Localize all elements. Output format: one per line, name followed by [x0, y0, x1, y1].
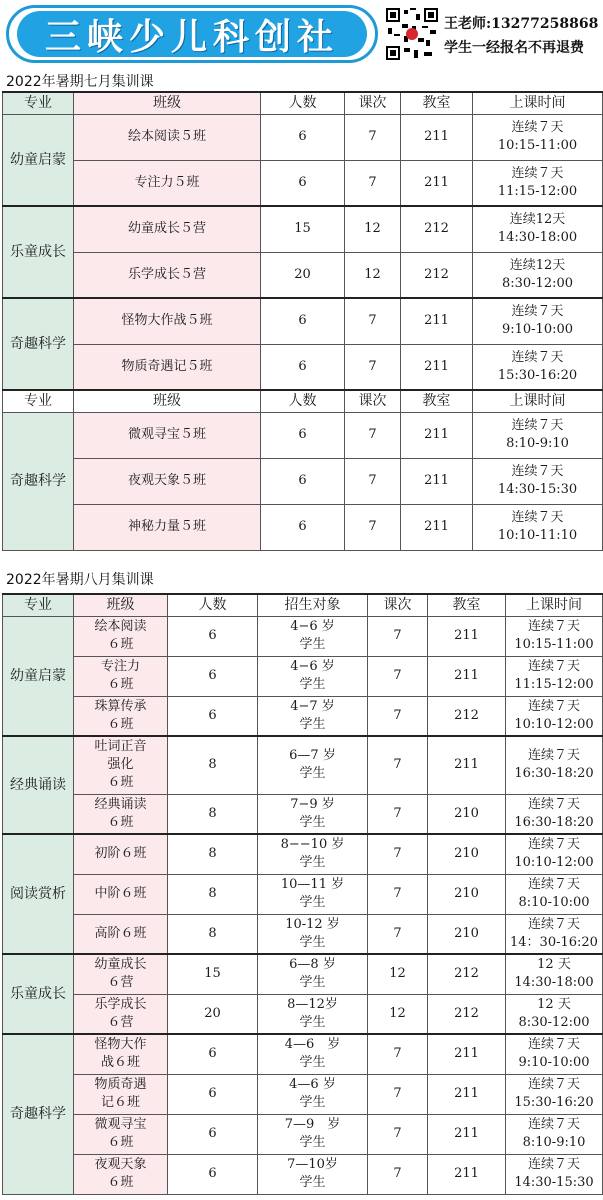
table-row — [3, 994, 603, 1034]
header-time: 上课时间 — [473, 92, 603, 114]
room-cell: 211 — [401, 298, 473, 344]
time-cell: 连续７天 16:30-18:20 — [506, 736, 603, 794]
header-room: 教室 — [401, 390, 473, 412]
contact-teacher: 王老师:13277258868 — [444, 16, 599, 32]
major-cell: 幼童启蒙 — [3, 114, 74, 206]
class-cell: 珠算传承 ６班 — [74, 696, 168, 736]
count-cell: 15 — [261, 206, 345, 252]
count-cell: 6 — [261, 504, 345, 550]
room-cell: 211 — [401, 504, 473, 550]
count-cell: 6 — [168, 656, 258, 696]
july-section-title: 2022年暑期七月集训课 — [6, 74, 154, 90]
header-room: 教室 — [428, 594, 506, 616]
lessons-cell: 7 — [368, 1034, 428, 1074]
table-row — [3, 1034, 603, 1074]
class-cell: 幼童成长５营 — [74, 206, 261, 252]
table-row — [3, 458, 603, 504]
count-cell: 6 — [261, 412, 345, 458]
room-cell: 211 — [428, 616, 506, 656]
target-cell: 10—11 岁 学生 — [258, 874, 368, 914]
count-cell: 8 — [168, 874, 258, 914]
room-cell: 211 — [428, 1114, 506, 1154]
major-cell: 奇趣科学 — [3, 1034, 74, 1194]
page-header — [0, 0, 603, 68]
count-cell: 6 — [168, 1074, 258, 1114]
class-cell: 专注力５班 — [74, 160, 261, 206]
time-cell: 连续12天 14:30-18:00 — [473, 206, 603, 252]
lessons-cell: 7 — [368, 656, 428, 696]
time-cell: 连续７天 10:10-11:10 — [473, 504, 603, 550]
count-cell: 15 — [168, 954, 258, 994]
header-class: 班级 — [74, 92, 261, 114]
count-cell: 8 — [168, 736, 258, 794]
class-cell: 夜观天象５班 — [74, 458, 261, 504]
lessons-cell: 7 — [345, 298, 401, 344]
lessons-cell: 7 — [345, 114, 401, 160]
table-row — [3, 160, 603, 206]
class-cell: 乐学成长 ６营 — [74, 994, 168, 1034]
class-cell: 夜观天象 ６班 — [74, 1154, 168, 1194]
lessons-cell: 12 — [345, 252, 401, 298]
class-cell: 幼童成长 ６营 — [74, 954, 168, 994]
time-cell: 12 天 14:30-18:00 — [506, 954, 603, 994]
table-row — [3, 874, 603, 914]
class-cell: 微观寻宝 ６班 — [74, 1114, 168, 1154]
time-cell: 连续７天 15:30-16:20 — [473, 344, 603, 390]
table-row — [3, 412, 603, 458]
header-major: 专业 — [3, 594, 74, 616]
table-row — [3, 954, 603, 994]
time-cell: 连续７天 9:10-10:00 — [473, 298, 603, 344]
count-cell: 6 — [261, 458, 345, 504]
room-cell: 211 — [401, 114, 473, 160]
target-cell: 4—6 岁 学生 — [258, 1034, 368, 1074]
header-room: 教室 — [401, 92, 473, 114]
header-lessons: 课次 — [345, 390, 401, 412]
room-cell: 211 — [428, 736, 506, 794]
header-class: 班级 — [74, 390, 261, 412]
count-cell: 8 — [168, 914, 258, 954]
target-cell: 7−9 岁 学生 — [258, 794, 368, 834]
lessons-cell: 7 — [368, 874, 428, 914]
count-cell: 20 — [168, 994, 258, 1034]
room-cell: 212 — [428, 954, 506, 994]
contact-note: 学生一经报名不再退费 — [444, 40, 584, 56]
target-cell: 4−6 岁 学生 — [258, 656, 368, 696]
time-cell: 连续７天 8:10-10:00 — [506, 874, 603, 914]
time-cell: 连续７天 14:30-15:30 — [506, 1154, 603, 1194]
count-cell: 6 — [261, 160, 345, 206]
lessons-cell: 7 — [368, 914, 428, 954]
header-target: 招生对象 — [258, 594, 368, 616]
class-cell: 物质奇遇 记６班 — [74, 1074, 168, 1114]
lessons-cell: 7 — [368, 1154, 428, 1194]
time-cell: 连续７天 14:30-15:30 — [473, 458, 603, 504]
class-cell: 绘本阅读 ６班 — [74, 616, 168, 656]
class-cell: 怪物大作 战６班 — [74, 1034, 168, 1074]
class-cell: 神秘力量５班 — [74, 504, 261, 550]
table-row — [3, 616, 603, 656]
lessons-cell: 7 — [368, 616, 428, 656]
lessons-cell: 7 — [345, 160, 401, 206]
room-cell: 212 — [401, 206, 473, 252]
room-cell: 210 — [428, 874, 506, 914]
table-row — [3, 696, 603, 736]
table-row — [3, 504, 603, 550]
major-cell: 乐童成长 — [3, 206, 74, 298]
class-cell: 初阶６班 — [74, 834, 168, 874]
room-cell: 210 — [428, 834, 506, 874]
count-cell: 6 — [168, 696, 258, 736]
time-cell: 连续７天 11:15-12:00 — [506, 656, 603, 696]
table-row — [3, 298, 603, 344]
target-cell: 8−−10 岁 学生 — [258, 834, 368, 874]
lessons-cell: 7 — [345, 344, 401, 390]
lessons-cell: 7 — [368, 794, 428, 834]
room-cell: 211 — [401, 344, 473, 390]
header-count: 人数 — [261, 92, 345, 114]
table-row — [3, 914, 603, 954]
table-row — [3, 834, 603, 874]
room-cell: 211 — [428, 1074, 506, 1114]
lessons-cell: 12 — [368, 954, 428, 994]
lessons-cell: 12 — [368, 994, 428, 1034]
count-cell: 6 — [261, 298, 345, 344]
room-cell: 211 — [428, 1034, 506, 1074]
class-cell: 物质奇遇记５班 — [74, 344, 261, 390]
table-row — [3, 736, 603, 794]
lessons-cell: 7 — [345, 412, 401, 458]
room-cell: 212 — [428, 696, 506, 736]
major-cell: 奇趣科学 — [3, 412, 74, 550]
room-cell: 212 — [401, 252, 473, 298]
lessons-cell: 7 — [368, 1114, 428, 1154]
target-cell: 6—8 岁 学生 — [258, 954, 368, 994]
count-cell: 6 — [168, 1114, 258, 1154]
time-cell: 连续７天 10:10-12:00 — [506, 834, 603, 874]
major-cell: 阅读赏析 — [3, 834, 74, 954]
major-cell: 幼童启蒙 — [3, 616, 74, 736]
lessons-cell: 12 — [345, 206, 401, 252]
contact-info — [444, 12, 603, 60]
target-cell: 8—12岁 学生 — [258, 994, 368, 1034]
lessons-cell: 7 — [345, 504, 401, 550]
class-cell: 高阶６班 — [74, 914, 168, 954]
major-cell: 经典诵读 — [3, 736, 74, 834]
header-lessons: 课次 — [368, 594, 428, 616]
time-cell: 连续７天 9:10-10:00 — [506, 1034, 603, 1074]
lessons-cell: 7 — [345, 458, 401, 504]
target-cell: 7—9 岁 学生 — [258, 1114, 368, 1154]
class-cell: 微观寻宝５班 — [74, 412, 261, 458]
room-cell: 210 — [428, 794, 506, 834]
time-cell: 连续７天 11:15-12:00 — [473, 160, 603, 206]
header-major: 专业 — [3, 92, 74, 114]
lessons-cell: 7 — [368, 1074, 428, 1114]
time-cell: 连续７天 8:10-9:10 — [473, 412, 603, 458]
class-cell: 吐词正音 强化 ６班 — [74, 736, 168, 794]
count-cell: 6 — [168, 616, 258, 656]
brand-title: 三峡少儿科创社 — [17, 11, 367, 57]
time-cell: 连续12天 8:30-12:00 — [473, 252, 603, 298]
table-row — [3, 794, 603, 834]
major-cell: 乐童成长 — [3, 954, 74, 1034]
header-class: 班级 — [74, 594, 168, 616]
class-cell: 专注力 ６班 — [74, 656, 168, 696]
target-cell: 4—6 岁 学生 — [258, 1074, 368, 1114]
lessons-cell: 7 — [368, 834, 428, 874]
table-row — [3, 656, 603, 696]
room-cell: 210 — [428, 914, 506, 954]
july-header-row-2 — [3, 390, 603, 412]
room-cell: 211 — [428, 1154, 506, 1194]
july-schedule-table — [2, 91, 603, 551]
room-cell: 211 — [401, 412, 473, 458]
july-header-row — [3, 92, 603, 114]
table-row — [3, 344, 603, 390]
target-cell: 6—7 岁 学生 — [258, 736, 368, 794]
qr-code-icon — [386, 8, 438, 60]
table-row — [3, 206, 603, 252]
brand-banner — [6, 5, 378, 63]
august-section-title: 2022年暑期八月集训课 — [6, 572, 154, 588]
lessons-cell: 7 — [368, 696, 428, 736]
count-cell: 6 — [168, 1034, 258, 1074]
time-cell: 连续７天 10:15-11:00 — [473, 114, 603, 160]
target-cell: 4−6 岁 学生 — [258, 616, 368, 656]
header-time: 上课时间 — [473, 390, 603, 412]
header-lessons: 课次 — [345, 92, 401, 114]
time-cell: 连续７天 16:30-18:20 — [506, 794, 603, 834]
count-cell: 20 — [261, 252, 345, 298]
header-count: 人数 — [168, 594, 258, 616]
header-time: 上课时间 — [506, 594, 603, 616]
time-cell: 连续７天 15:30-16:20 — [506, 1074, 603, 1114]
room-cell: 211 — [401, 160, 473, 206]
class-cell: 经典诵读 ６班 — [74, 794, 168, 834]
table-row — [3, 114, 603, 160]
lessons-cell: 7 — [368, 736, 428, 794]
major-cell: 奇趣科学 — [3, 298, 74, 390]
target-cell: 7—10岁 学生 — [258, 1154, 368, 1194]
time-cell: 连续７天 10:15-11:00 — [506, 616, 603, 656]
august-header-row — [3, 594, 603, 616]
time-cell: 连续７天 8:10-9:10 — [506, 1114, 603, 1154]
table-row — [3, 1154, 603, 1194]
count-cell: 8 — [168, 794, 258, 834]
count-cell: 8 — [168, 834, 258, 874]
header-major: 专业 — [3, 390, 74, 412]
table-row — [3, 1074, 603, 1114]
time-cell: 12 天 8:30-12:00 — [506, 994, 603, 1034]
table-row — [3, 252, 603, 298]
count-cell: 6 — [261, 344, 345, 390]
count-cell: 6 — [261, 114, 345, 160]
class-cell: 绘本阅读５班 — [74, 114, 261, 160]
room-cell: 212 — [428, 994, 506, 1034]
august-schedule-table — [2, 593, 603, 1195]
class-cell: 中阶６班 — [74, 874, 168, 914]
class-cell: 怪物大作战５班 — [74, 298, 261, 344]
time-cell: 连续７天 14：30-16:20 — [506, 914, 603, 954]
header-count: 人数 — [261, 390, 345, 412]
room-cell: 211 — [401, 458, 473, 504]
table-row — [3, 1114, 603, 1154]
class-cell: 乐学成长５营 — [74, 252, 261, 298]
target-cell: 10-12 岁 学生 — [258, 914, 368, 954]
count-cell: 6 — [168, 1154, 258, 1194]
room-cell: 211 — [428, 656, 506, 696]
time-cell: 连续７天 10:10-12:00 — [506, 696, 603, 736]
target-cell: 4−7 岁 学生 — [258, 696, 368, 736]
